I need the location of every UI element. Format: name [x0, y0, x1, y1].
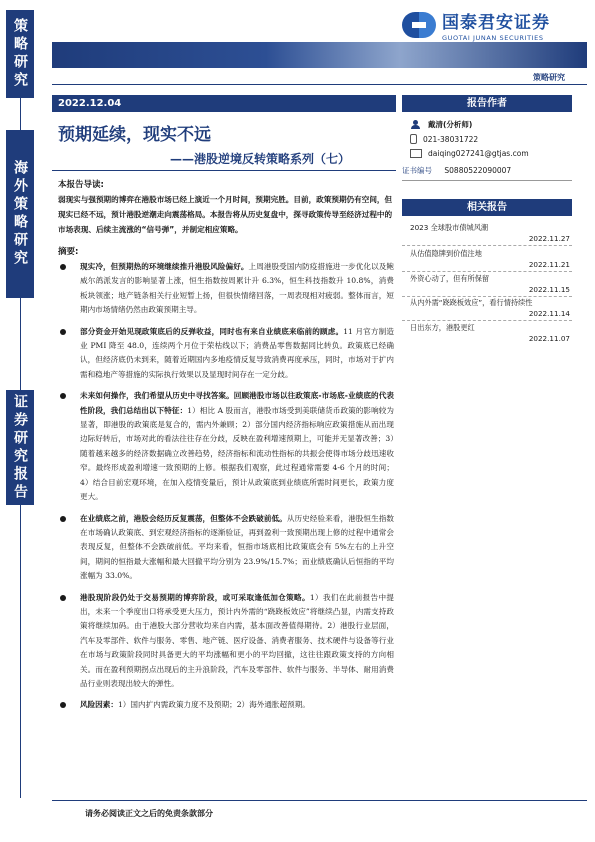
related-item[interactable]: 从估值隐牌到价值注地 2022.11.21 [410, 249, 570, 269]
brand-logo [402, 8, 550, 42]
cert-number: S0880522090007 [444, 166, 512, 175]
footer-disclaimer: 请务必阅读正文之后的免责条款部分 [85, 809, 213, 818]
summary-bullet: 现实冷，但预期热的环境继续推升港股风险偏好。上周港股受国内防疫措施进一步优化以及鲍威尔鸽派发言的影响显著上涨，恒生指数按周累计升 6.3%，恒生科技指数升 10.8%，消费板块领涨；地产链条相关行业短暂上扬，但很快情绪回落，一周表现相对疲弱。整体而言，短期内市场情绪仍然由政策预期主导。 [58, 260, 394, 318]
related-separator [402, 271, 572, 272]
summary-label: 摘要: [58, 247, 79, 257]
author-phone-row [410, 134, 478, 144]
related-item[interactable]: 日出东方，港股更红 2022.11.07 [410, 323, 570, 343]
report-date: 2022.12.04 [52, 95, 396, 112]
bullet-dot-icon [60, 264, 66, 270]
author-name-row [410, 119, 472, 130]
bullet-dot-icon [60, 595, 66, 601]
summary-bullet: 港股现阶段仍处于交易预期的博弈阶段，或可采取逢低加仓策略。1）我们在此前报告中提出，未来一个季度出口将承受更大压力，预计内外需的“跷跷板效应”将继续凸显，内需支持政策将继续加码。由于港股大部分营收均来自内需，基本面改善值得期待。2）港股行业层面，汽车及零部件、软件与服务、零售、地产链、医疗设备、消费者服务、技术硬件与设备等行业在市场与政策阶段同时具备更大的平均涨幅和更小的平均回撤，这往往跟政策支持的方向相关。而在盈利预期拐点出现后的主升浪阶段，汽车及零部件、软件与服务、半导体、耐用消费品行业则表现出较大的弹性。 [58, 591, 394, 692]
footer-rule [52, 800, 587, 801]
bullet-dot-icon [60, 393, 66, 399]
header-banner-image [52, 42, 587, 68]
band-label-middle: 海外策略研究 [6, 130, 34, 298]
phone-icon [410, 134, 417, 144]
brand-name-en: GUOTAI JUNAN SECURITIES [442, 34, 544, 42]
summary-bullet: 部分资金开始见现政策底后的反弹收益，同时也有来自业绩底来临前的顾虑。11 月官方制造业 PMI 降至 48.0，连续两个月位于荣枯线以下；消费品零售数据同比转负。政策底已经确认，但经济底仍未到来，随着近期国内多地疫情反复导致消费再度承压，同时，市场对于扩内需和稳地产等措施的实际执行效果以及显现时间存在一定分歧。 [58, 325, 394, 383]
left-vertical-band [0, 0, 40, 842]
authors-rule [402, 180, 572, 181]
author-email-row [410, 149, 529, 158]
related-separator [402, 245, 572, 246]
brand-name-cn: 国泰君安证券 [442, 13, 550, 33]
related-item[interactable]: 从内外需“跷跷板效应”，看行情持续性 2022.11.14 [410, 298, 570, 318]
bullet-dot-icon [60, 329, 66, 335]
bullet-dot-icon [60, 516, 66, 522]
cert-label: 证书编号 [402, 166, 432, 175]
intro-label: 本报告导读: [58, 180, 104, 190]
author-email[interactable]: daiqing027241@gtjas.com [428, 149, 529, 158]
intro-text: 弱现实与强预期的博弈在港股市场已经上演近一个月时间，预期完胜。目前，政策预期仍有空间，但现实已经不远，预计港股逆潮走向震荡格局。本报告将从历史复盘中，探寻政策传导至经济过程中的市场表现、后续主流涨的“信号弹”，并制定相应策略。 [58, 195, 393, 234]
summary-bullet: 风险因素：1）国内扩内需政策力度不及预期；2）海外通胀超预期。 [58, 698, 394, 712]
related-item[interactable]: 2023 全球股市债城风潮 2022.11.27 [410, 223, 570, 243]
summary-bullet: 未来如何操作，我们希望从历史中寻找答案。回顾港股市场以往政策底-市场底-业绩底的代表性阶段，我们总结出以下特征：1）相比 A 股而言，港股市场受到美联储货币政策的影响较为显著，即港股的政策底是复合的，需内外兼顾；2）部分国内经济指标响应政策措施从而出现边际好转后，市场对此的看法往往存在分歧，反映在盈利增速预期上，可能并无显著改善；3）随着越来越多的经济数据确立改善趋势，经济指标和流动性指标的共振会使得市场分歧迅速收窄。最终形成盈利增速一致预期的上修。根据我们观察，此过程通常需要 4-6 个月的时间；4）结合目前宏观环境，在加入疫情变量后，预计从政策底到业绩底所需时间更长，政策力度更大。 [58, 389, 394, 504]
band-label-top: 策略研究 [6, 10, 34, 98]
author-name: 戴清(分析师) [428, 120, 473, 129]
related-separator [402, 320, 572, 321]
person-icon [410, 120, 422, 129]
summary-bullet: 在业绩底之前，港股会经历反复震荡，但整体不会跌破前低。从历史经验来看，港股恒生指数在市场确认政策底、到宏观经济指标的逐渐验证，再到盈利一致预期出现上修的过程中通常会表现反复，但整体不会跌破前低。平均来看，恒指市场底相比政策底会有 5%左右的上升空间，期间的恒指最大涨幅和最大回撤平均分别为 23.9%/15.7%；而业绩底确认后恒指的平均涨幅为 33.0%。 [58, 512, 394, 584]
header-rule [52, 84, 587, 85]
brand-logo-icon [402, 10, 436, 40]
related-item[interactable]: 外资心动了，但有所保留 2022.11.15 [410, 274, 570, 294]
cert-row [402, 165, 511, 176]
band-label-bottom: 证券研究报告 [6, 390, 34, 505]
bullet-dot-icon [60, 702, 66, 708]
report-title: 预期延续，现实不远 [58, 125, 211, 145]
report-subtitle: ——港股逆境反转策略系列（七） [170, 152, 351, 166]
mail-icon [410, 149, 422, 158]
title-rule [52, 170, 396, 171]
header-category: 策略研究 [533, 73, 565, 82]
author-phone: 021-38031722 [423, 134, 479, 144]
authors-header: 报告作者 [402, 95, 572, 112]
summary-bullets [58, 260, 394, 720]
related-header: 相关报告 [402, 199, 572, 216]
